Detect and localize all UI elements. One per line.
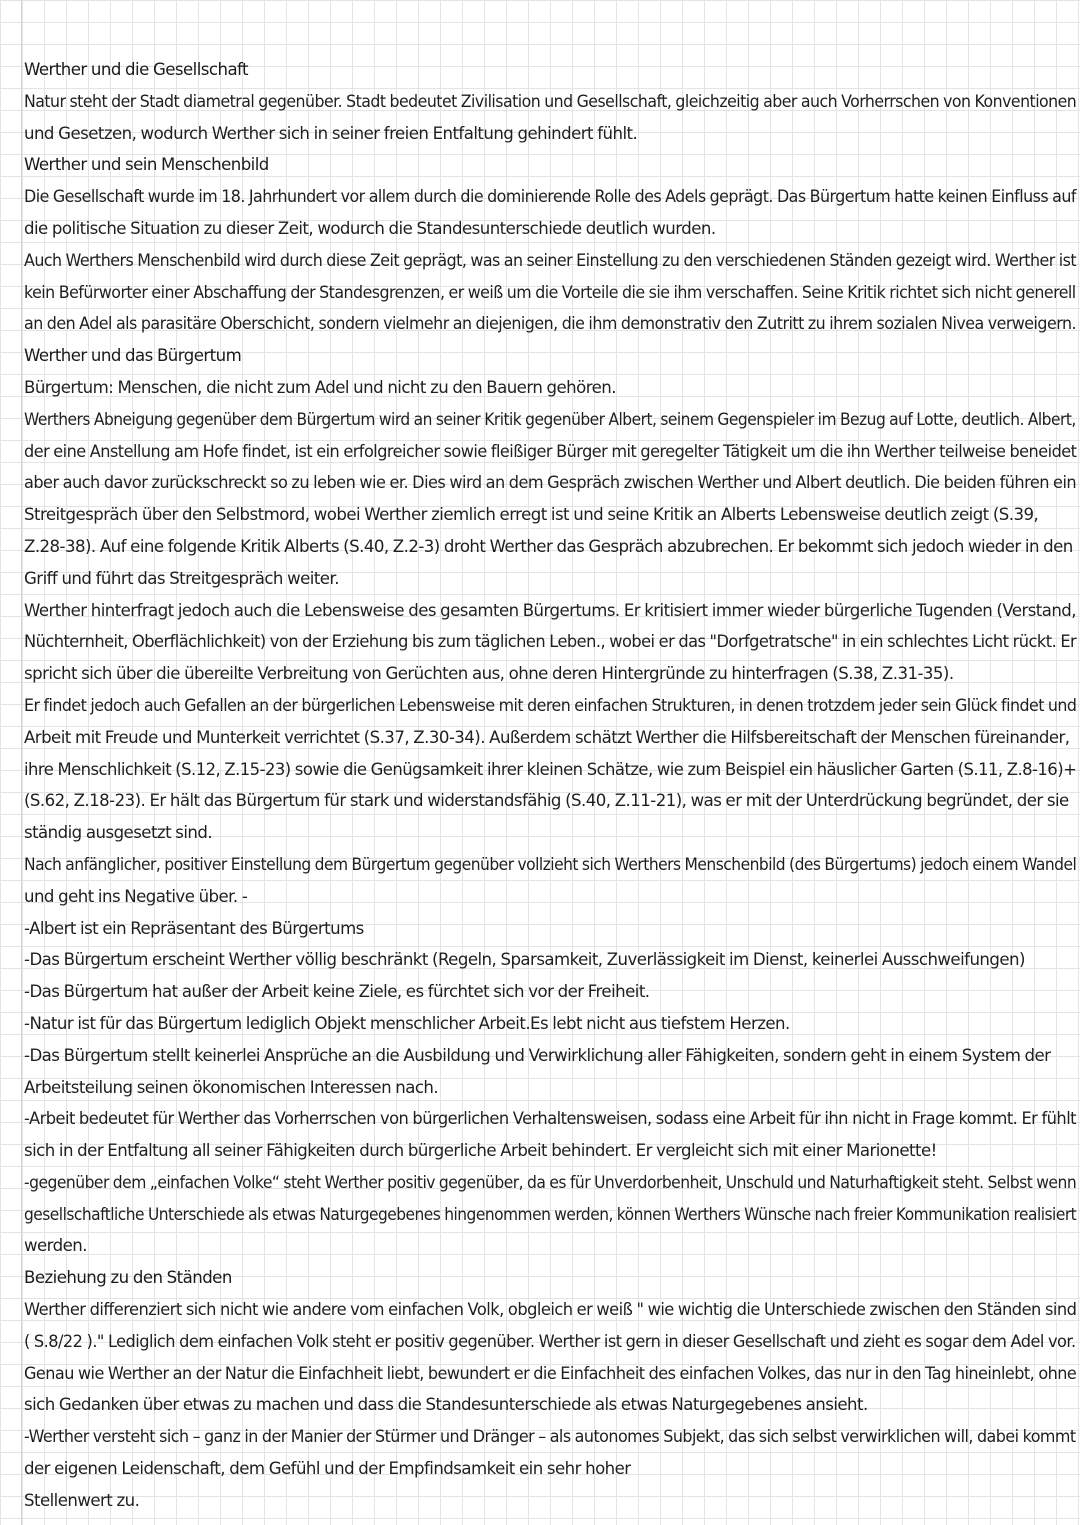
text-line: aber auch davor zurückschreckt so zu leben wie er. Dies wird an dem Gespräch zwischen Werther und Albert deutlich. Die beiden führen ein <box>24 473 1077 493</box>
text-line: Arbeit mit Freude und Munterkeit verrichtet (S.37, Z.30-34). Außerdem schätzt Werther die Hilfsbereitschaft der Menschen füreinander, <box>24 727 1070 747</box>
text-line: Werther hinterfragt jedoch auch die Lebensweise des gesamten Bürgertums. Er kritisiert immer wieder bürgerliche Tugenden (Verstand, <box>24 600 1076 620</box>
text-line: der eine Anstellung am Hofe findet, ist ein erfolgreicher sowie fleißiger Bürger mit geregelter Tätigkeit um die ihn Werther teilweise beneidet <box>24 441 1077 461</box>
list-item-continued: Arbeitsteilung seinen ökonomischen Interessen nach. <box>24 1077 439 1097</box>
text-line: Werther differenziert sich nicht wie andere vom einfachen Volk, obgleich er weiß " wie wichtig die Unterschiede zwischen den Ständen sind <box>24 1300 1077 1320</box>
text-line: die politische Situation zu dieser Zeit, wodurch die Standesunterschiede deutlich wurden. <box>24 218 716 238</box>
list-item: -gegenüber dem „einfachen Volke“ steht Werther positiv gegenüber, da es für Unverdorbenheit, Unschuld und Naturhaftigkeit steht. Selbst wenn <box>24 1172 1077 1192</box>
text-line: ständig ausgesetzt sind. <box>24 823 213 843</box>
list-item: -Das Bürgertum hat außer der Arbeit keine Ziele, es fürchtet sich vor der Freiheit. <box>24 982 650 1002</box>
text-line: Genau wie Werther an der Natur die Einfachheit liebt, bewundert er die Einfachheit des einfachen Volkes, das nur in den Tag hineinlebt, ohne <box>24 1363 1077 1383</box>
list-item: -Das Bürgertum stellt keinerlei Ansprüche an die Ausbildung und Verwirklichung aller Fähigkeiten, sondern geht in einem System der <box>24 1045 1051 1065</box>
margin-line <box>21 0 22 1525</box>
text-line: und Gesetzen, wodurch Werther sich in seiner freien Entfaltung gehindert fühlt. <box>24 123 638 143</box>
heading-menschenbild: Werther und sein Menschenbild <box>24 155 269 175</box>
text-line: kein Befürworter einer Abschaffung der Standesgrenzen, er weiß um die Vorteile die sie ihm verschaffen. Seine Kritik richtet sich nicht generell <box>24 282 1076 302</box>
list-item: -Natur ist für das Bürgertum lediglich Objekt menschlicher Arbeit.Es lebt nicht aus tiefstem Herzen. <box>24 1013 790 1033</box>
text-line: ihre Menschlichkeit (S.12, Z.15-23) sowie die Genügsamkeit ihrer kleinen Schätze, wie zum Beispiel ein häuslicher Garten (S.11, Z.8-16)+ <box>24 759 1077 779</box>
text-line: Streitgespräch über den Selbstmord, wobei Werther ziemlich erregt ist und seine Kritik an Alberts Lebensweise deutlich zeigt (S.39, <box>24 505 1039 525</box>
list-item-continued: gesellschaftliche Unterschiede als etwas Naturgegebenes hingenommen werden, können Werthers Wünsche nach freier Kommunikation realisiert <box>24 1204 1077 1224</box>
text-line: Nach anfänglicher, positiver Einstellung dem Bürgertum gegenüber vollzieht sich Werthers Menschenbild (des Bürgertums) jedoch einem Wandel <box>24 854 1077 874</box>
text-line: sich Gedanken über etwas zu machen und dass die Standesunterschiede als etwas Naturgegebenes ansieht. <box>24 1395 868 1415</box>
text-line: (S.62, Z.18-23). Er hält das Bürgertum für stark und widerstandsfähig (S.40, Z.11-21), was er mit der Unterdrückung begründet, der sie <box>24 791 1069 811</box>
text-line: ( S.8/22 )." Lediglich dem einfachen Volk steht er positiv gegenüber. Werther ist gern in dieser Gesellschaft und zieht es sogar dem Adel vor. <box>24 1331 1076 1351</box>
list-item-continued: sich in der Entfaltung all seiner Fähigkeiten durch bürgerliche Arbeit behindert. Er vergleicht sich mit einer Marionette! <box>24 1141 937 1161</box>
text-line: und geht ins Negative über. - <box>24 886 248 906</box>
heading-staende: Beziehung zu den Ständen <box>24 1268 232 1288</box>
list-item: -Werther versteht sich – ganz in der Manier der Stürmer und Dränger – als autonomes Subjekt, das sich selbst verwirklichen will, dabei kommt <box>24 1427 1076 1447</box>
heading-werther-gesellschaft: Werther und die Gesellschaft <box>24 60 249 79</box>
text-line: Z.28-38). Auf eine folgende Kritik Alberts (S.40, Z.2-3) droht Werther das Gespräch abzubrechen. Er bekommt sich jedoch wieder in den <box>24 536 1073 556</box>
list-item-continued: Stellenwert zu. <box>24 1490 140 1510</box>
list-item-continued: der eigenen Leidenschaft, dem Gefühl und der Empfindsamkeit ein sehr hoher <box>24 1459 631 1479</box>
text-line: an den Adel als parasitäre Oberschicht, sondern vielmehr an diejenigen, die ihm demonstrativ den Zutritt zu ihrem sozialen Nivea verweigern. <box>24 314 1077 334</box>
text-line: Nüchternheit, Oberflächlichkeit) von der Erziehung bis zum täglichen Leben., wobei er das "Dorfgetratsche" in ein schlechtes Licht rückt. Er <box>24 632 1077 652</box>
text-line: Werthers Abneigung gegenüber dem Bürgertum wird an seiner Kritik gegenüber Albert, seinem Gegenspieler im Bezug auf Lotte, deutlich. Albert, <box>24 409 1076 429</box>
text-line: Die Gesellschaft wurde im 18. Jahrhundert vor allem durch die dominierende Rolle des Adels geprägt. Das Bürgertum hatte keinen Einfluss auf <box>24 187 1076 207</box>
list-item: -Arbeit bedeutet für Werther das Vorherrschen von bürgerlichen Verhaltensweisen, sodass eine Arbeit für ihn nicht in Frage kommt. Er fühlt <box>24 1109 1077 1129</box>
list-item: -Albert ist ein Repräsentant des Bürgertums <box>24 918 364 938</box>
text-line: Griff und führt das Streitgespräch weiter. <box>24 568 339 588</box>
list-item: -Das Bürgertum erscheint Werther völlig beschränkt (Regeln, Sparsamkeit, Zuverlässigkeit im Dienst, keinerlei Ausschweifungen) <box>24 950 1025 970</box>
text-line: spricht sich über die übereilte Verbreitung von Gerüchten aus, ohne deren Hintergründe zu hinterfragen (S.38, Z.31-35). <box>24 664 954 684</box>
list-item-continued: werden. <box>24 1236 87 1256</box>
text-line: Er findet jedoch auch Gefallen an der bürgerlichen Lebensweise mit deren einfachen Strukturen, in denen trotzdem jeder sein Glück findet und <box>24 695 1077 715</box>
text-line: Auch Werthers Menschenbild wird durch diese Zeit geprägt, was an seiner Einstellung zu den verschiedenen Ständen gezeigt wird. Werther ist <box>24 250 1077 270</box>
text-line: Natur steht der Stadt diametral gegenüber. Stadt bedeutet Zivilisation und Gesellschaft, gleichzeitig aber auch Vorherrschen von Konventionen <box>24 91 1077 111</box>
heading-buergertum: Werther und das Bürgertum <box>24 346 242 366</box>
text-line: Bürgertum: Menschen, die nicht zum Adel und nicht zu den Bauern gehören. <box>24 377 616 397</box>
handwritten-notes <box>24 54 1076 1517</box>
